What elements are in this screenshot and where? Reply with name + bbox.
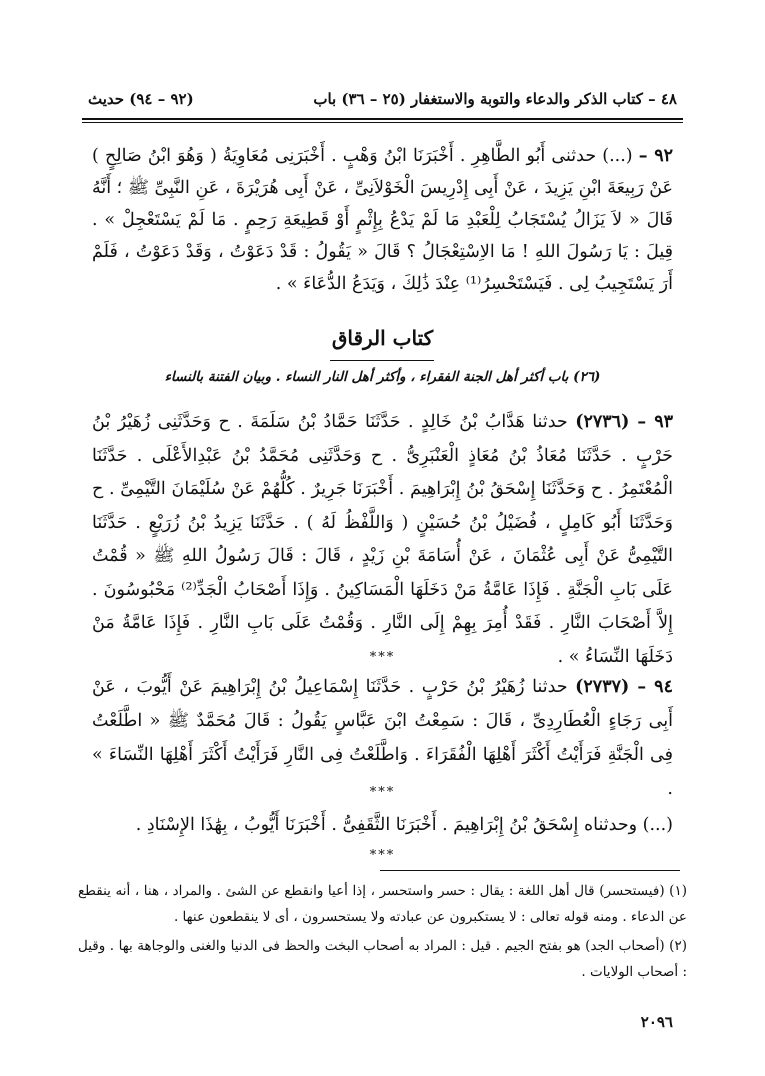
page-number: ٢٠٩٦ xyxy=(640,1013,673,1031)
header-rule xyxy=(82,118,683,120)
separator-stars: *** xyxy=(369,650,396,665)
chapter-heading: (٢٦) باب أكثر أهل الجنة الفقراء ، وأكثر أهل النار النساء . وبيان الفتنة بالنساء xyxy=(164,369,601,385)
separator-stars: *** xyxy=(369,848,396,863)
hadith-94-text: حدثنا زُهَيْرُ بْنُ حَرْبٍ . حَدَّثَنَا إِسْمَاعِيلُ بْنُ إِبْرَاهِيمَ عَنْ أَيُّوبَ ، عَنْ أَبِى رَجَاءٍ الْعُطَارِدِىِّ ، قَالَ : سَمِعْتُ ابْنَ عَبَّاسٍ يَقُولُ : قَالَ مُحَمَّدٌ ﷺ « اطَّلَعْتُ فِى الْجَنَّةِ فَرَأَيْتُ أَكْثَرَ أَهْلِهَا الْفُقَرَاءَ . وَاطَّلَعْتُ فِى النَّارِ فَرَأَيْتُ أَكْثَرَ أَهْلِهَا النِّسَاءَ » . xyxy=(92,677,673,799)
separator-stars: *** xyxy=(369,785,396,800)
hadith-93-text: حدثنا هَدَّابُ بْنُ خَالِدٍ . حَدَّثَنَا حَمَّادُ بْنُ سَلَمَةَ . ح وَحَدَّثَنِى زُهَيْرُ بْنُ حَرْبٍ . حَدَّثَنَا مُعَاذُ بْنُ مُعَاذٍ الْعَنْبَرِىُّ . ح وَحَدَّثَنِى مُحَمَّدُ بْنُ عَبْدِالأَعْلَى . حَدَّثَنَا الْمُعْتَمِرُ . ح وَحَدَّثَنَا إِسْحَقُ بْنُ إِبْرَاهِيمَ . أَخْبَرَنَا جَرِيرٌ . كُلُّهُمْ عَنْ سُلَيْمَانَ التَّيْمِىِّ . ح وَحَدَّثَنَا أَبُو كَامِلٍ ، فُضَيْلُ بْنُ حُسَيْنٍ ( وَاللَّفْظُ لَهُ ) . حَدَّثَنَا يَزِيدُ بْنُ زُرَيْعٍ . حَدَّثَنَا التَّيْمِىُّ عَنْ أَبِى عُثْمَانَ ، عَنْ أُسَامَةَ بْنِ زَيْدٍ ، قَالَ : قَالَ رَسُولُ اللهِ ﷺ « قُمْتُ عَلَى بَابِ الْجَنَّةِ . فَإِذَا عَامَّةُ مَنْ دَخَلَهَا الْمَسَاكِينُ . وَإِذَا أَصْحَابُ الْجَدِّ⁽²⁾ مَحْبُوسُونَ . إِلاَّ أَصْحَابَ النَّارِ . فَقَدْ أُمِرَ بِهِمْ إِلَى النَّارِ . وَقُمْتُ عَلَى بَابِ النَّارِ . فَإِذَا عَامَّةُ مَنْ دَخَلَهَا النِّسَاءُ » . xyxy=(92,412,673,667)
header-title: ٤٨ – كتاب الذكر والدعاء والتوبة والاستغفار (٢٥ – ٣٦) باب xyxy=(313,90,677,108)
footnote-rule xyxy=(380,870,680,871)
footnote-2: (٢) (أصحاب الجد) هو بفتح الجيم . قيل : المراد به أصحاب البخت والحظ فى الدنيا والغنى والوجاهة بها . وقيل : أصحاب الولايات . xyxy=(78,938,687,980)
hadith-92 xyxy=(92,140,673,300)
header-rule-thin xyxy=(82,122,683,123)
hadith-94b xyxy=(92,808,673,842)
hadith-93 xyxy=(92,406,673,674)
header-range: (٩٢ – ٩٤) حديث xyxy=(88,90,194,108)
section-title: كتاب الرقاق xyxy=(331,326,434,350)
hadith-92-text: (...) حدثنى أَبُو الطَّاهِرِ . أَخْبَرَنَا ابْنُ وَهْبٍ . أَخْبَرَنِى مُعَاوِيَةُ ( وَهُوَ ابْنُ صَالِحٍ ) عَنْ رَبِيعَةَ ابْنِ يَزِيدَ ، عَنْ أَبِى إِدْرِيسَ الْخَوْلاَنِىِّ ، عَنْ أَبِى هُرَيْرَةَ ، عَنِ النَّبِىِّ ﷺ ؛ أَنَّهُ قَالَ « لاَ يَزَالُ يُسْتَجَابُ لِلْعَبْدِ مَا لَمْ يَدْعُ بِإِثْمٍ أَوْ قَطِيعَةِ رَحِمٍ . مَا لَمْ يَسْتَعْجِلْ » . قِيلَ : يَا رَسُولَ اللهِ ! مَا الاِسْتِعْجَالُ ؟ قَالَ « يَقُولُ : قَدْ دَعَوْتُ ، وَقَدْ دَعَوْتُ ، فَلَمْ أَرَ يَسْتَجِيبُ لِى . فَيَسْتَحْسِرُ⁽¹⁾ عِنْدَ ذَٰلِكَ ، وَيَدَعُ الدُّعَاءَ » . xyxy=(92,146,673,294)
page-header xyxy=(88,84,677,114)
hadith-94b-text: (...) وحدثناه إِسْحَقُ بْنُ إِبْرَاهِيمَ . أَخْبَرَنَا الثَّقَفِىُّ . أَخْبَرَنَا أَيُّوبُ ، بِهَٰذَا الإِسْنَادِ . xyxy=(135,815,673,835)
footnote-1: (١) (فيستحسر) قال أهل اللغة : يقال : حسر واستحسر ، إذا أعيا وانقطع عن الشئ . والمراد ، هنا ، أنه ينقطع عن الدعاء . ومنه قوله تعالى : لا يستكبرون عن عبادته ولا يستحسرون ، أى لا ينقطعون عنها . xyxy=(78,883,687,925)
hadith-92-number: ٩٢ – xyxy=(638,146,673,166)
hadith-93-number: ٩٣ – (٢٧٣٦) xyxy=(575,412,673,432)
section-title-rule xyxy=(330,360,434,361)
hadith-94-number: ٩٤ – (٢٧٣٧) xyxy=(575,677,673,697)
